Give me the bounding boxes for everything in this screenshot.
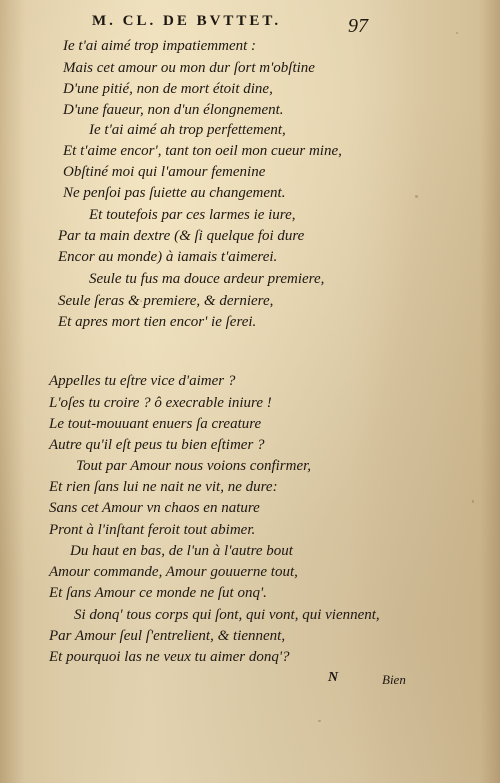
verse-line: Encor au monde) à iamais t'aimerei. <box>58 249 278 265</box>
verse-line: Autre qu'il eſt peus tu bien eſtimer ? <box>49 437 265 453</box>
verse-line: Obſtiné moi qui l'amour femenine <box>63 164 266 180</box>
verse-line: Ie t'ai aimé ah trop perfettement, <box>89 122 286 138</box>
verse-line: Seule ſeras & premiere, & derniere, <box>58 293 274 309</box>
verse-line: Et ſans Amour ce monde ne ſut onq'. <box>49 585 267 601</box>
verse-line: L'oſes tu croire ? ô execrable iniure ! <box>49 395 272 411</box>
verse-line: Amour commande, Amour gouuerne tout, <box>49 564 298 580</box>
verse-line: Si donq' tous corps qui ſont, qui vont, qui viennent, <box>74 607 380 623</box>
verse-line: Et rien ſans lui ne nait ne vit, ne dure: <box>49 479 278 495</box>
running-title: M. CL. DE BVTTET. <box>92 13 282 29</box>
verse-line: Du haut en bas, de l'un à l'autre bout <box>70 543 293 559</box>
verse-line: Et apres mort tien encor' ie ſerei. <box>58 314 257 330</box>
verse-line: Le tout-mouuant enuers ſa creature <box>49 416 262 432</box>
paper-speck <box>472 500 474 503</box>
verse-line: D'une faueur, non d'un élongnement. <box>63 102 284 118</box>
verse-line: Pront à l'inſtant feroit tout abimer. <box>49 522 256 538</box>
verse-line: Ie t'ai aimé trop impatiemment : <box>63 38 257 54</box>
signature-mark: N <box>328 670 339 685</box>
verse-line: Et t'aime encor', tant ton oeil mon cueur mine, <box>63 143 342 159</box>
verse-line: Ne penſoi pas ſuiette au changement. <box>63 185 286 201</box>
paper-speck <box>456 32 458 34</box>
catchword: Bien <box>382 672 406 687</box>
paper-speck <box>318 720 321 722</box>
verse-line: Et toutefois par ces larmes ie iure, <box>89 207 296 223</box>
verse-line: Seule tu fus ma douce ardeur premiere, <box>89 271 325 287</box>
verse-line: Par ta main dextre (& ſi quelque foi dure <box>58 228 305 244</box>
verse-line: Tout par Amour nous voions confirmer, <box>76 458 312 474</box>
paper-speck <box>415 195 418 198</box>
verse-line: Par Amour ſeul ſ'entrelient, & tiennent, <box>49 628 286 644</box>
verse-line: Mais cet amour ou mon dur ſort m'obſtine <box>63 60 315 76</box>
verse-line: Sans cet Amour vn chaos en nature <box>49 500 260 516</box>
verse-line: D'une pitié, non de mort étoit dine, <box>63 81 273 97</box>
verse-line: Appelles tu eſtre vice d'aimer ? <box>49 373 236 389</box>
page-number: 97 <box>348 15 368 37</box>
verse-line: Et pourquoi las ne veux tu aimer donq'? <box>49 649 290 665</box>
